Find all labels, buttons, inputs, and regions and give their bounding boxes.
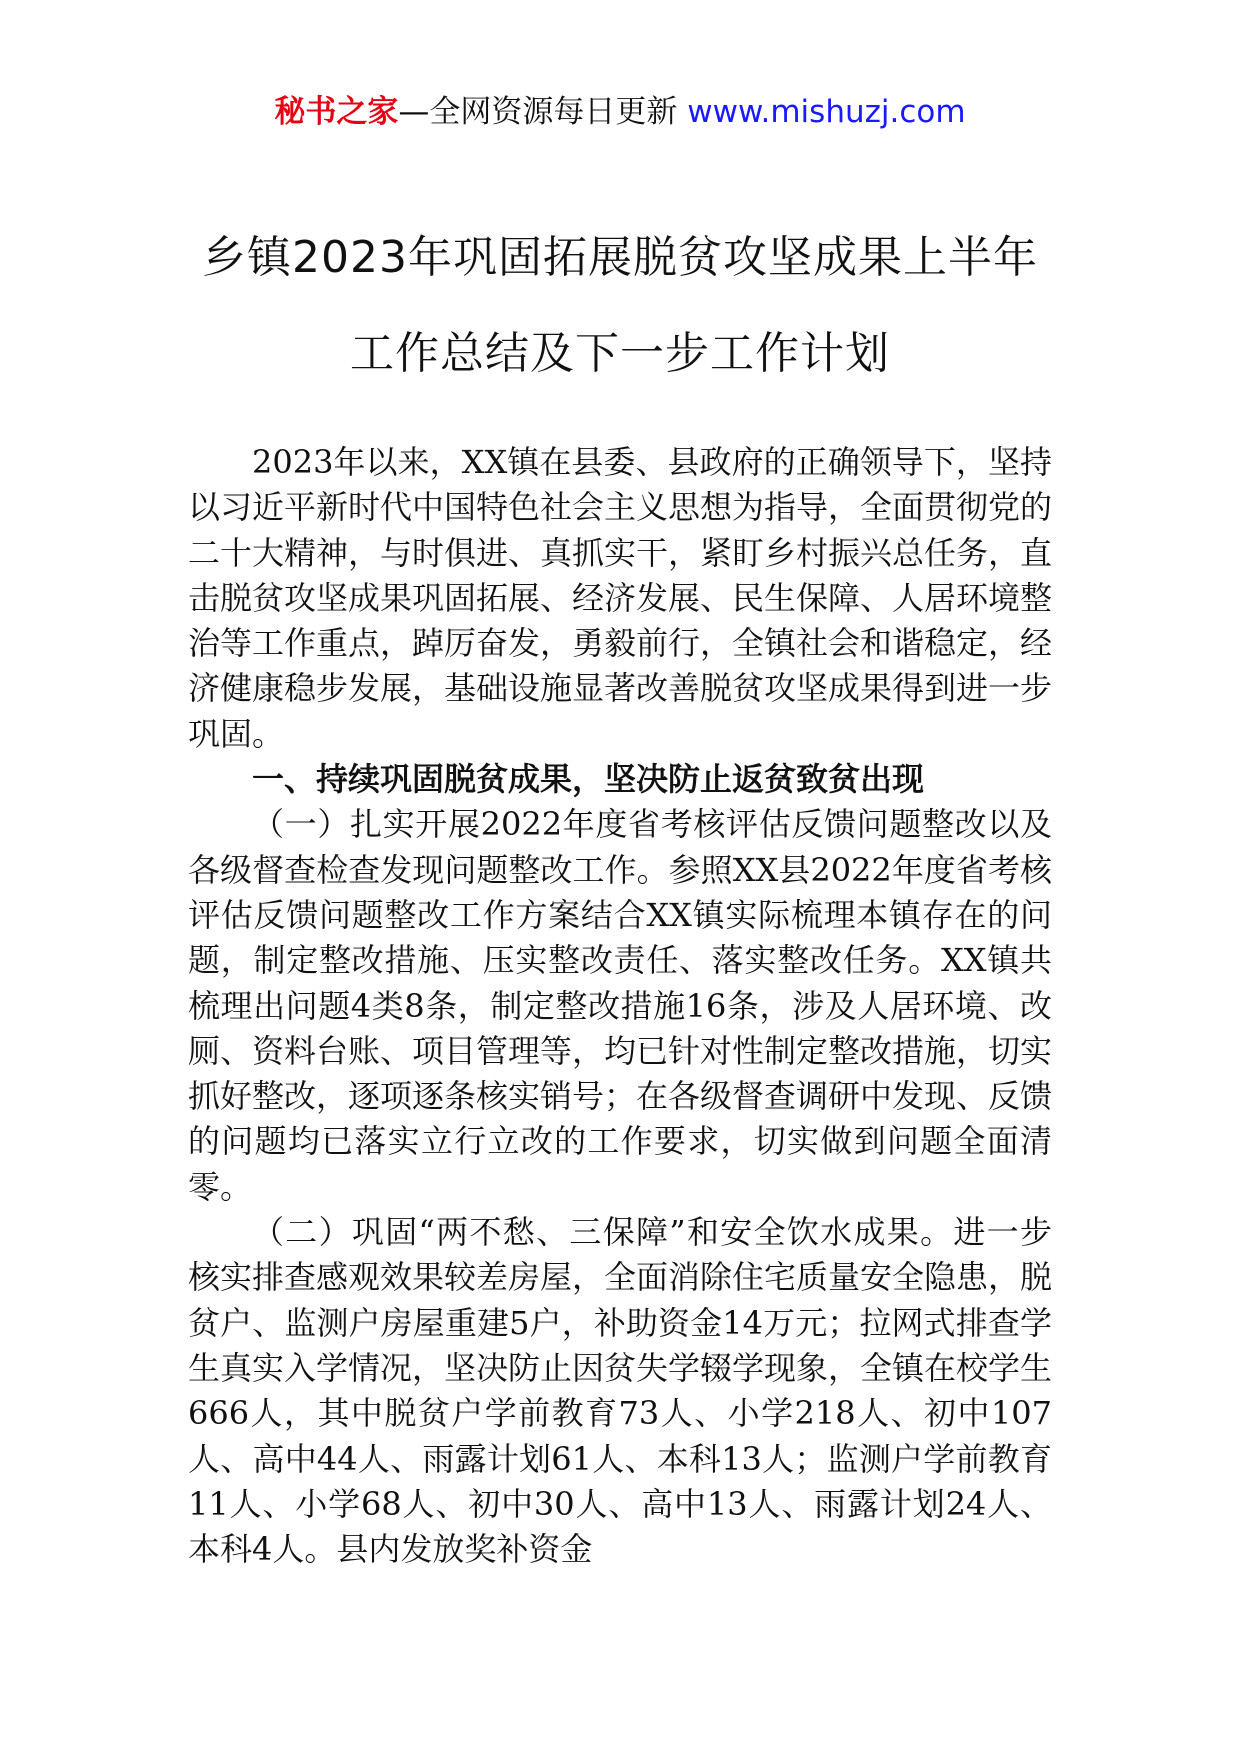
document-body [188, 440, 1052, 1572]
site-url-link[interactable]: www.mishuzj.com [687, 94, 966, 130]
item-paragraph-1: （一）扎实开展2022年度省考核评估反馈问题整改以及各级督查检查发现问题整改工作。参照XX县2022年度省考核评估反馈问题整改工作方案结合XX镇实际梳理本镇存在的问题，制定整改措施、压实整改责任、落实整改任务。XX镇共梳理出问题4类8条，制定整改措施16条，涉及人居环境、改厕、资料台账、项目管理等，均已针对性制定整改措施，切实抓好整改，逐项逐条核实销号；在各级督查调研中发现、反馈的问题均已落实立行立改的工作要求，切实做到问题全面清零。 [188, 805, 1053, 1206]
intro-paragraph: 2023年以来，XX镇在县委、县政府的正确领导下，坚持以习近平新时代中国特色社会主义思想为指导，全面贯彻党的二十大精神，与时俱进、真抓实干，紧盯乡村振兴总任务，直击脱贫攻坚成果巩固拓展、经济发展、民生保障、人居环境整治等工作重点，踔厉奋发，勇毅前行，全镇社会和谐稳定，经济健康稳步发展，基础设施显著改善脱贫攻坚成果得到进一步巩固。 [188, 443, 1053, 753]
item-paragraph-2: （二）巩固“两不愁、三保障”和安全饮水成果。进一步核实排查感观效果较差房屋，全面消除住宅质量安全隐患，脱贫户、监测户房屋重建5户，补助资金14万元；拉网式排查学生真实入学情况，坚决防止因贫失学辍学现象，全镇在校学生666人，其中脱贫户学前教育73人、小学218人、初中107人、高中44人、雨露计划61人、本科13人；监测户学前教育11人、小学68人、初中30人、高中13人、雨露计划24人、本科4人。县内发放奖补资金 [188, 1213, 1053, 1569]
title-line-2: 工作总结及下一步工作计划 [350, 328, 890, 379]
title-line-1: 乡镇2023年巩固拓展脱贫攻坚成果上半年 [202, 232, 1038, 283]
header-tagline: —全网资源每日更新 [398, 94, 678, 130]
site-header [0, 92, 1240, 132]
brand-name: 秘书之家 [274, 94, 399, 130]
document-title [150, 210, 1090, 402]
section-heading: 一、持续巩固脱贫成果，坚决防止返贫致贫出现 [252, 760, 925, 799]
